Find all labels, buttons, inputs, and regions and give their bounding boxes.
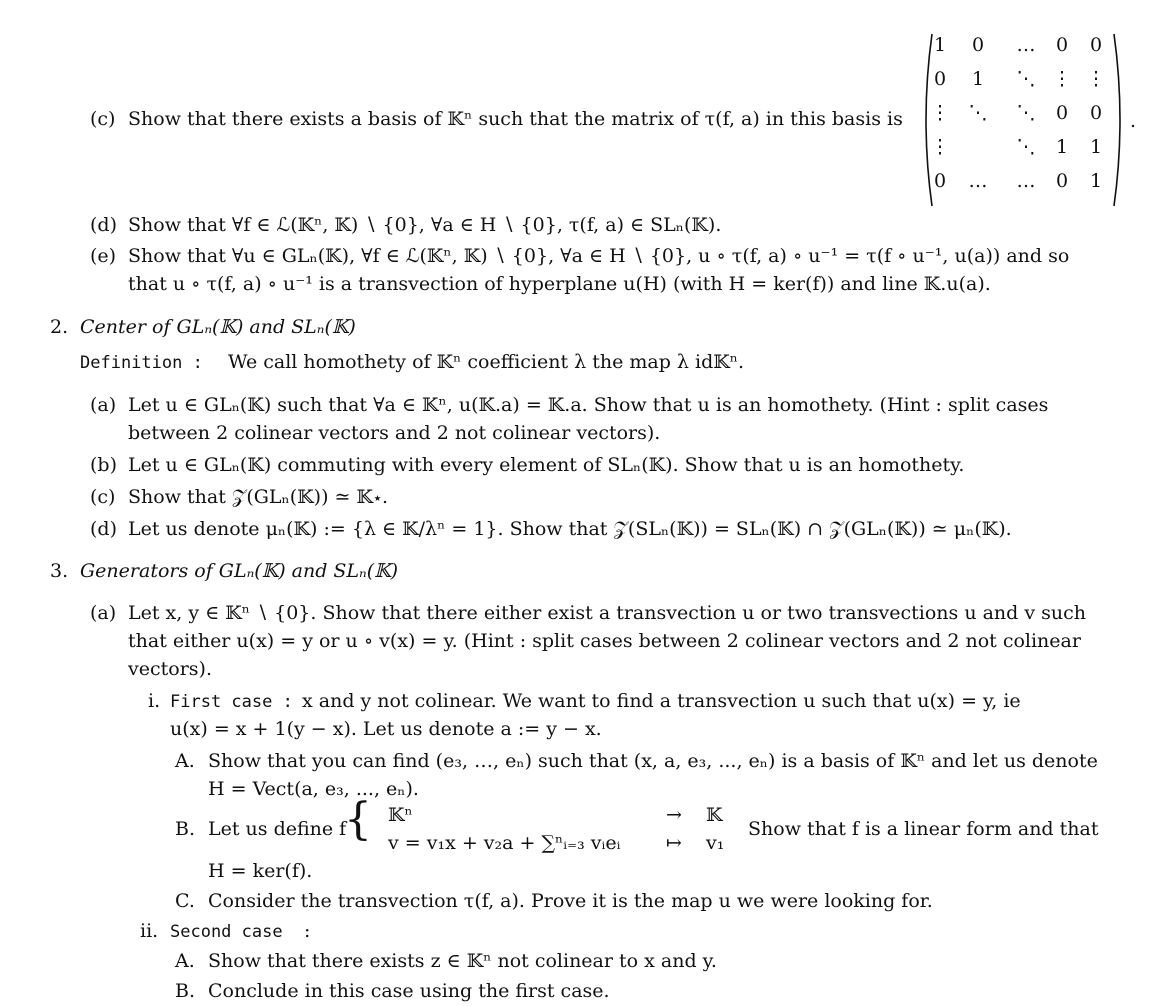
- matrix-entry: …: [1016, 34, 1036, 56]
- subsubitem-label: B.: [175, 818, 196, 840]
- subsubitem-text: Show that there exists z ∈ 𝕂ⁿ not colinear to x and y.: [208, 950, 717, 972]
- item-text: Let u ∈ GLₙ(𝕂) such that ∀a ∈ 𝕂ⁿ, u(𝕂.a) = 𝕂.a. Show that u is an homothety. (Hint : split cases: [128, 394, 1049, 416]
- matrix-period: .: [1130, 110, 1137, 132]
- subsubitem-text: H = ker(f).: [208, 860, 313, 882]
- item-text: Show that there exists a basis of 𝕂ⁿ such that the matrix of τ(f, a) in this basis is: [128, 108, 903, 130]
- definition-keyword: Definition :: [80, 353, 203, 373]
- matrix-entry: ⋱: [968, 102, 988, 124]
- matrix-entry: …: [968, 170, 988, 192]
- subsubitem-label: C.: [175, 890, 195, 912]
- subsubitem-text: Consider the transvection τ(f, a). Prove it is the map u we were looking for.: [208, 890, 933, 912]
- section-title: Center of GLₙ(𝕂) and SLₙ(𝕂): [80, 316, 356, 338]
- item-label: (a): [90, 394, 117, 416]
- matrix-entry: ⋱: [1016, 136, 1036, 158]
- map-image: v₁: [706, 832, 725, 854]
- matrix-entry: ⋱: [1016, 102, 1036, 124]
- case-keyword: First case :: [170, 692, 293, 712]
- item-text: vectors).: [128, 658, 212, 680]
- section-number: 3.: [50, 560, 69, 582]
- left-brace: {: [344, 794, 372, 845]
- case-colon: :: [304, 920, 311, 942]
- matrix-entry: …: [1016, 170, 1036, 192]
- item-text: Show that 𝒵(GLₙ(𝕂)) ≃ 𝕂⋆.: [128, 486, 389, 508]
- subsubitem-label: A.: [175, 750, 195, 772]
- item-text: that u ∘ τ(f, a) ∘ u⁻¹ is a transvection of hyperplane u(H) (with H = ker(f)) and line 𝕂.u(a).: [128, 273, 991, 295]
- item-text: Show that ∀u ∈ GLₙ(𝕂), ∀f ∈ ℒ(𝕂ⁿ, 𝕂) ∖ {0}, ∀a ∈ H ∖ {0}, u ∘ τ(f, a) ∘ u⁻¹ = τ(f ∘ u⁻¹, u(a)) and so: [128, 245, 1070, 267]
- item-text: between 2 colinear vectors and 2 not colinear vectors).: [128, 422, 661, 444]
- matrix-entry: 0: [1089, 34, 1103, 56]
- item-label: (d): [90, 518, 117, 540]
- matrix-entry: ⋮: [930, 136, 950, 158]
- case-keyword: Second case: [170, 922, 283, 942]
- matrix-entry: 1: [1089, 136, 1103, 158]
- subitem-label: ii.: [140, 920, 159, 942]
- case-text: u(x) = x + 1(y − x). Let us denote a := y − x.: [170, 718, 602, 740]
- subsubitem-text: Let us define f: [208, 818, 347, 840]
- map-arrow: ↦: [666, 832, 682, 854]
- matrix-entry: 0: [1055, 170, 1069, 192]
- subitem-label: i.: [148, 690, 161, 712]
- case-text: x and y not colinear. We want to find a transvection u such that u(x) = y, ie: [302, 690, 1021, 712]
- map-element: v = v₁x + v₂a + ∑ⁿᵢ₌₃ vᵢeᵢ: [388, 832, 621, 854]
- item-label: (b): [90, 454, 117, 476]
- definition-text: We call homothety of 𝕂ⁿ coefficient λ the map λ id𝕂ⁿ.: [228, 351, 745, 373]
- item-label: (d): [90, 214, 117, 236]
- section-title: Generators of GLₙ(𝕂) and SLₙ(𝕂): [80, 560, 399, 582]
- item-label: (e): [90, 245, 117, 267]
- matrix-entry: 1: [1055, 136, 1069, 158]
- matrix-entry: 0: [1055, 102, 1069, 124]
- matrix-entry: ⋮: [1086, 68, 1106, 90]
- subsubitem-text: Conclude in this case using the first case.: [208, 980, 610, 1002]
- matrix-entry: 1: [933, 34, 947, 56]
- subsubitem-label: B.: [175, 980, 196, 1002]
- item-text: Let u ∈ GLₙ(𝕂) commuting with every element of SLₙ(𝕂). Show that u is an homothety.: [128, 454, 965, 476]
- subsubitem-text: H = Vect(a, e₃, ..., eₙ).: [208, 778, 419, 800]
- item-text: Show that ∀f ∈ ℒ(𝕂ⁿ, 𝕂) ∖ {0}, ∀a ∈ H ∖ {0}, τ(f, a) ∈ SLₙ(𝕂).: [128, 214, 722, 236]
- section-number: 2.: [50, 316, 69, 338]
- matrix-entry: 0: [1055, 34, 1069, 56]
- matrix-entry: 0: [1089, 102, 1103, 124]
- subsubitem-label: A.: [175, 950, 195, 972]
- map-codomain: 𝕂: [706, 804, 723, 826]
- matrix: [918, 30, 1128, 210]
- matrix-entry: ⋮: [930, 102, 950, 124]
- item-label: (c): [90, 108, 116, 130]
- map-arrow: →: [666, 804, 682, 826]
- subsubitem-text: Show that f is a linear form and that: [748, 818, 1099, 840]
- matrix-entry: 1: [1089, 170, 1103, 192]
- item-label: (c): [90, 486, 116, 508]
- subsubitem-text: Show that you can find (e₃, …, eₙ) such that (x, a, e₃, ..., eₙ) is a basis of 𝕂ⁿ and let us denote: [208, 750, 1098, 772]
- item-label: (a): [90, 602, 117, 624]
- map-domain: 𝕂ⁿ: [388, 804, 413, 826]
- item-text: that either u(x) = y or u ∘ v(x) = y. (Hint : split cases between 2 colinear vectors and 2 not colinear: [128, 630, 1081, 652]
- matrix-entry: 0: [933, 170, 947, 192]
- matrix-entry: ⋮: [1052, 68, 1072, 90]
- item-text: Let us denote μₙ(𝕂) := {λ ∈ 𝕂/λⁿ = 1}. Show that 𝒵(SLₙ(𝕂)) = SLₙ(𝕂) ∩ 𝒵(GLₙ(𝕂)) ≃ μₙ(𝕂).: [128, 518, 1012, 540]
- matrix-entry: 0: [971, 34, 985, 56]
- matrix-entry: 0: [933, 68, 947, 90]
- matrix-entry: ⋱: [1016, 68, 1036, 90]
- matrix-entry: 1: [971, 68, 985, 90]
- item-text: Let x, y ∈ 𝕂ⁿ ∖ {0}. Show that there either exist a transvection u or two transvections u and v such: [128, 602, 1087, 624]
